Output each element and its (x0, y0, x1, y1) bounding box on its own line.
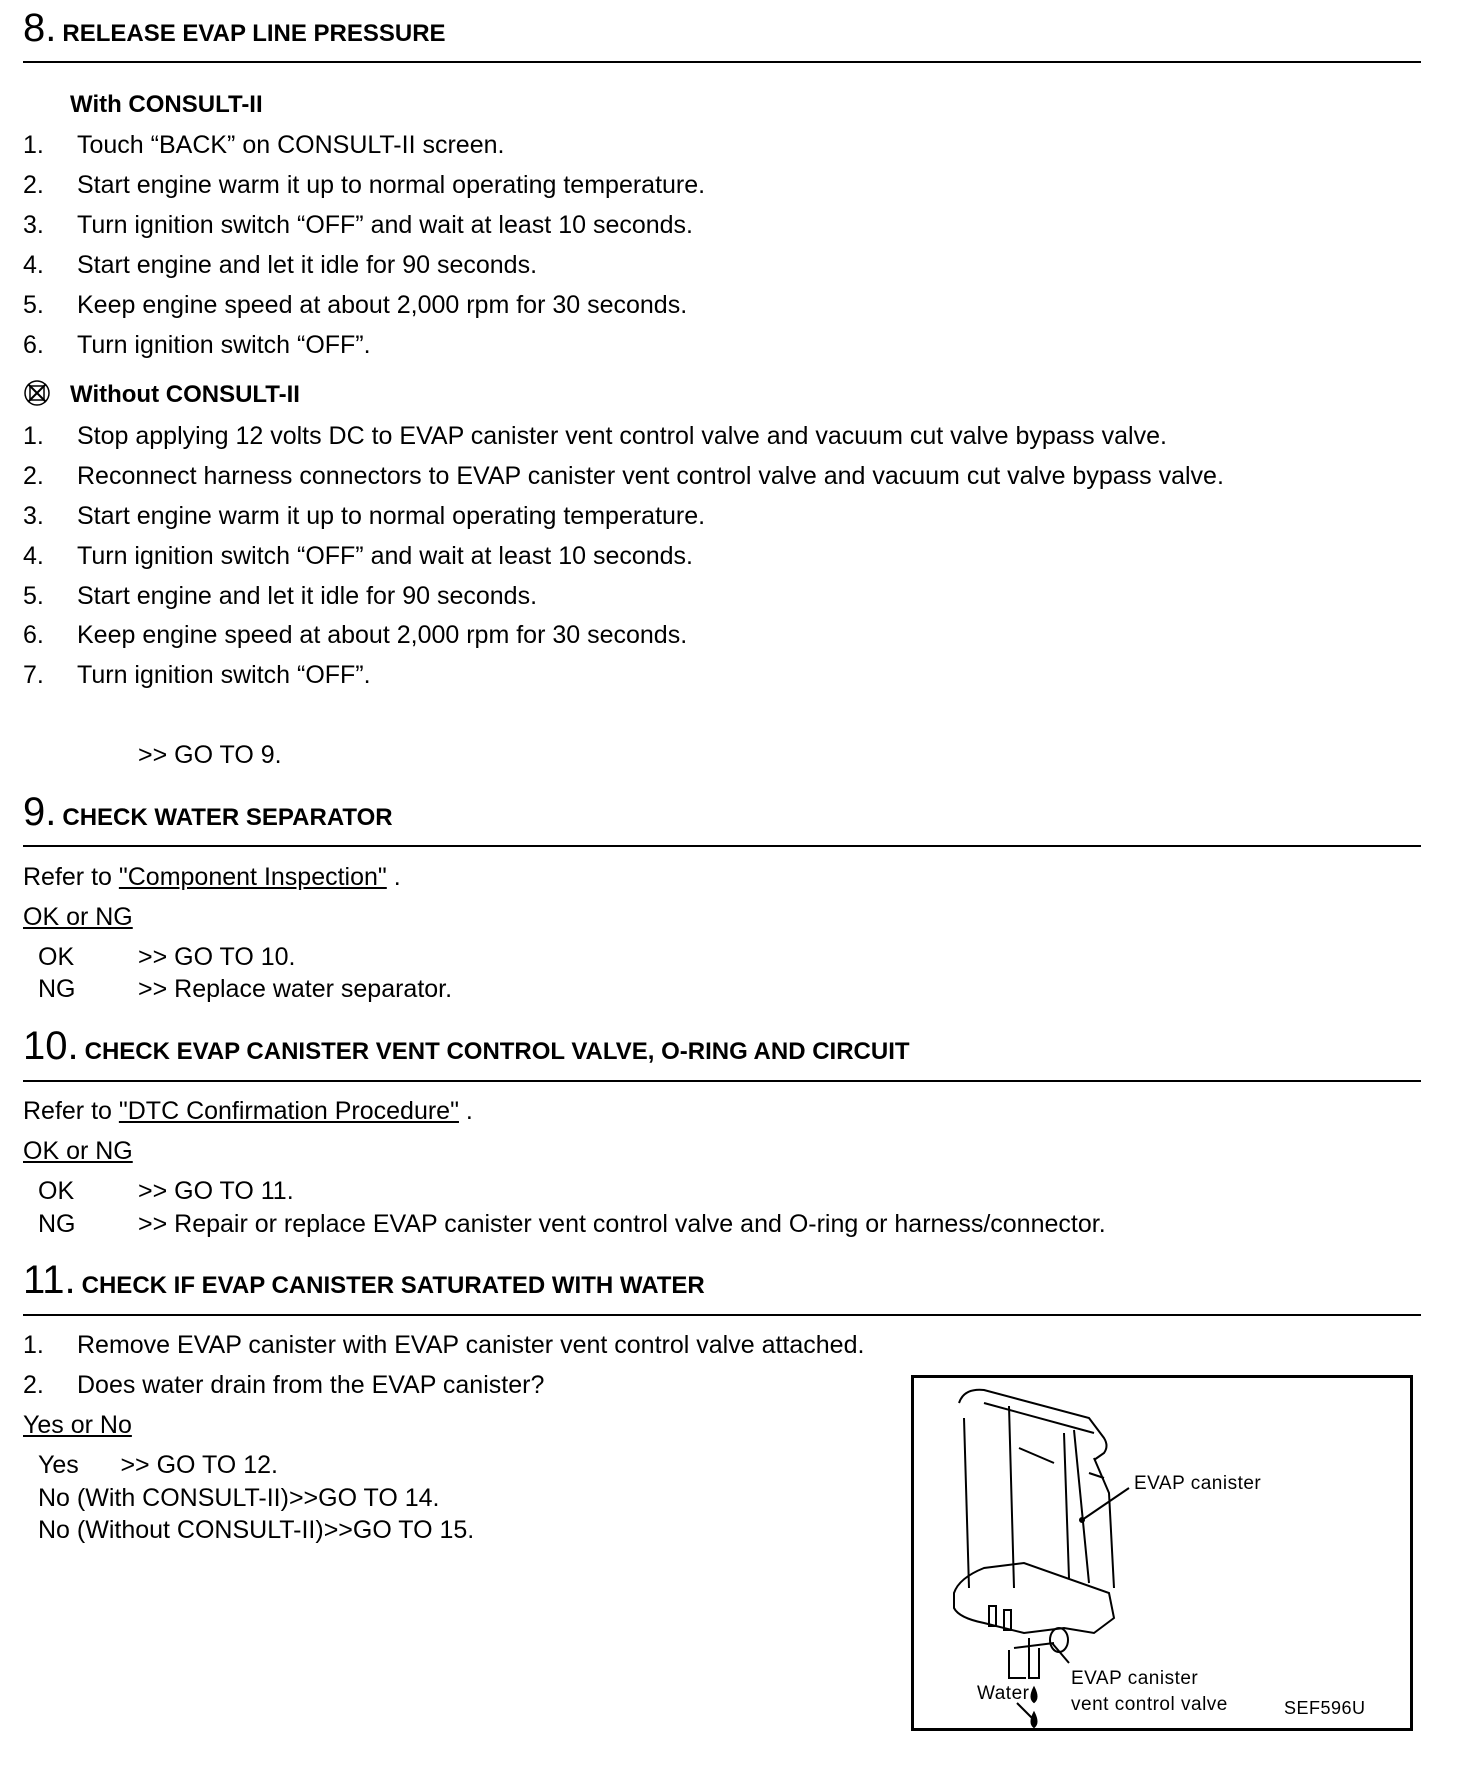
list-number: 1. (23, 422, 44, 450)
list-number: 6. (23, 331, 44, 359)
result-action: >> Repair or replace EVAP canister vent control valve and O-ring or harness/connector. (138, 1210, 1106, 1238)
list-number: 5. (23, 582, 44, 610)
list-text: Start engine and let it idle for 90 seconds. (77, 582, 538, 610)
list-text: Turn ignition switch “OFF” and wait at least 10 seconds. (77, 211, 694, 239)
step10-heading: 10. CHECK EVAP CANISTER VENT CONTROL VALVE, O-RING AND CIRCUIT (23, 1024, 910, 1068)
list-item (0, 330, 1450, 360)
list-number: 3. (23, 211, 44, 239)
list-item (0, 581, 1450, 611)
list-item (0, 541, 1450, 571)
step9-heading: 9. CHECK WATER SEPARATOR (23, 790, 393, 834)
result-key: NG (38, 1210, 76, 1238)
result-action: >> GO TO 11. (138, 1177, 294, 1205)
list-number: 2. (23, 462, 44, 490)
result-line: No (Without CONSULT-II)>>GO TO 15. (38, 1516, 475, 1544)
list-text: Touch “BACK” on CONSULT-II screen. (77, 131, 505, 159)
label-vent-valve-line2: vent control valve (1071, 1694, 1228, 1715)
list-text: Turn ignition switch “OFF”. (77, 661, 371, 689)
list-item (0, 501, 1450, 531)
list-text: Turn ignition switch “OFF” and wait at least 10 seconds. (77, 542, 694, 570)
step11-result-label: Yes or No (23, 1411, 132, 1439)
step9-result-label: OK or NG (23, 903, 133, 931)
list-text: Reconnect harness connectors to EVAP canister vent control valve and vacuum cut valve bypass valve. (77, 462, 1224, 490)
evap-canister-figure (911, 1375, 1413, 1731)
result-line: Yes >> GO TO 12. (38, 1451, 278, 1479)
list-number: 4. (23, 542, 44, 570)
list-item: 2. Does water drain from the EVAP canister? (23, 1371, 545, 1399)
goto-step9: >> GO TO 9. (138, 741, 282, 769)
without-consult-heading: Without CONSULT-II (70, 381, 300, 408)
label-evap-canister: EVAP canister (1134, 1473, 1262, 1494)
dtc-confirmation-link[interactable]: "DTC Confirmation Procedure" (118, 1097, 459, 1125)
divider (23, 1314, 1421, 1316)
list-number: 1. (23, 131, 44, 159)
step10-result-label: OK or NG (23, 1137, 133, 1165)
result-line: No (With CONSULT-II)>>GO TO 14. (38, 1484, 440, 1512)
result-action: >> GO TO 10. (138, 943, 296, 971)
list-text: Start engine and let it idle for 90 seconds. (77, 251, 538, 279)
list-item (0, 170, 1450, 200)
list-item (0, 421, 1450, 451)
figure-code: SEF596U (1284, 1698, 1366, 1718)
step9-refer: Refer to "Component Inspection" . (23, 863, 401, 891)
list-text: Keep engine speed at about 2,000 rpm for 30 seconds. (77, 621, 688, 649)
list-item (0, 210, 1450, 240)
label-water: Water (977, 1683, 1030, 1704)
no-consult-icon (22, 380, 52, 417)
list-item (0, 130, 1450, 160)
result-key: OK (38, 943, 75, 971)
list-number: 4. (23, 251, 44, 279)
list-item (0, 250, 1450, 280)
divider (23, 61, 1421, 63)
result-action: >> Replace water separator. (138, 975, 453, 1003)
list-item (0, 290, 1450, 320)
list-item (0, 660, 1450, 690)
list-number: 3. (23, 502, 44, 530)
list-number: 5. (23, 291, 44, 319)
list-number: 2. (23, 171, 44, 199)
label-vent-valve-line1: EVAP canister (1071, 1668, 1199, 1689)
component-inspection-link[interactable]: "Component Inspection" (118, 863, 387, 891)
list-text: Start engine warm it up to normal operating temperature. (77, 502, 706, 530)
list-text: Stop applying 12 volts DC to EVAP canister vent control valve and vacuum cut valve bypass valve. (77, 422, 1167, 450)
result-key: NG (38, 975, 76, 1003)
with-consult-heading: With CONSULT-II (70, 91, 263, 118)
divider (23, 845, 1421, 847)
list-item (0, 461, 1450, 491)
list-number: 6. (23, 621, 44, 649)
list-item (0, 620, 1450, 650)
list-number: 7. (23, 661, 44, 689)
list-text: Turn ignition switch “OFF”. (77, 331, 371, 359)
list-text: Start engine warm it up to normal operating temperature. (77, 171, 706, 199)
result-key: OK (38, 1177, 75, 1205)
step8-heading: 8. RELEASE EVAP LINE PRESSURE (23, 6, 446, 50)
list-text: Keep engine speed at about 2,000 rpm for 30 seconds. (77, 291, 688, 319)
list-item: 1. Remove EVAP canister with EVAP canister vent control valve attached. (23, 1331, 865, 1359)
step11-heading: 11. CHECK IF EVAP CANISTER SATURATED WITH WATER (23, 1258, 705, 1302)
step10-refer: Refer to "DTC Confirmation Procedure" . (23, 1097, 473, 1125)
divider (23, 1080, 1421, 1082)
